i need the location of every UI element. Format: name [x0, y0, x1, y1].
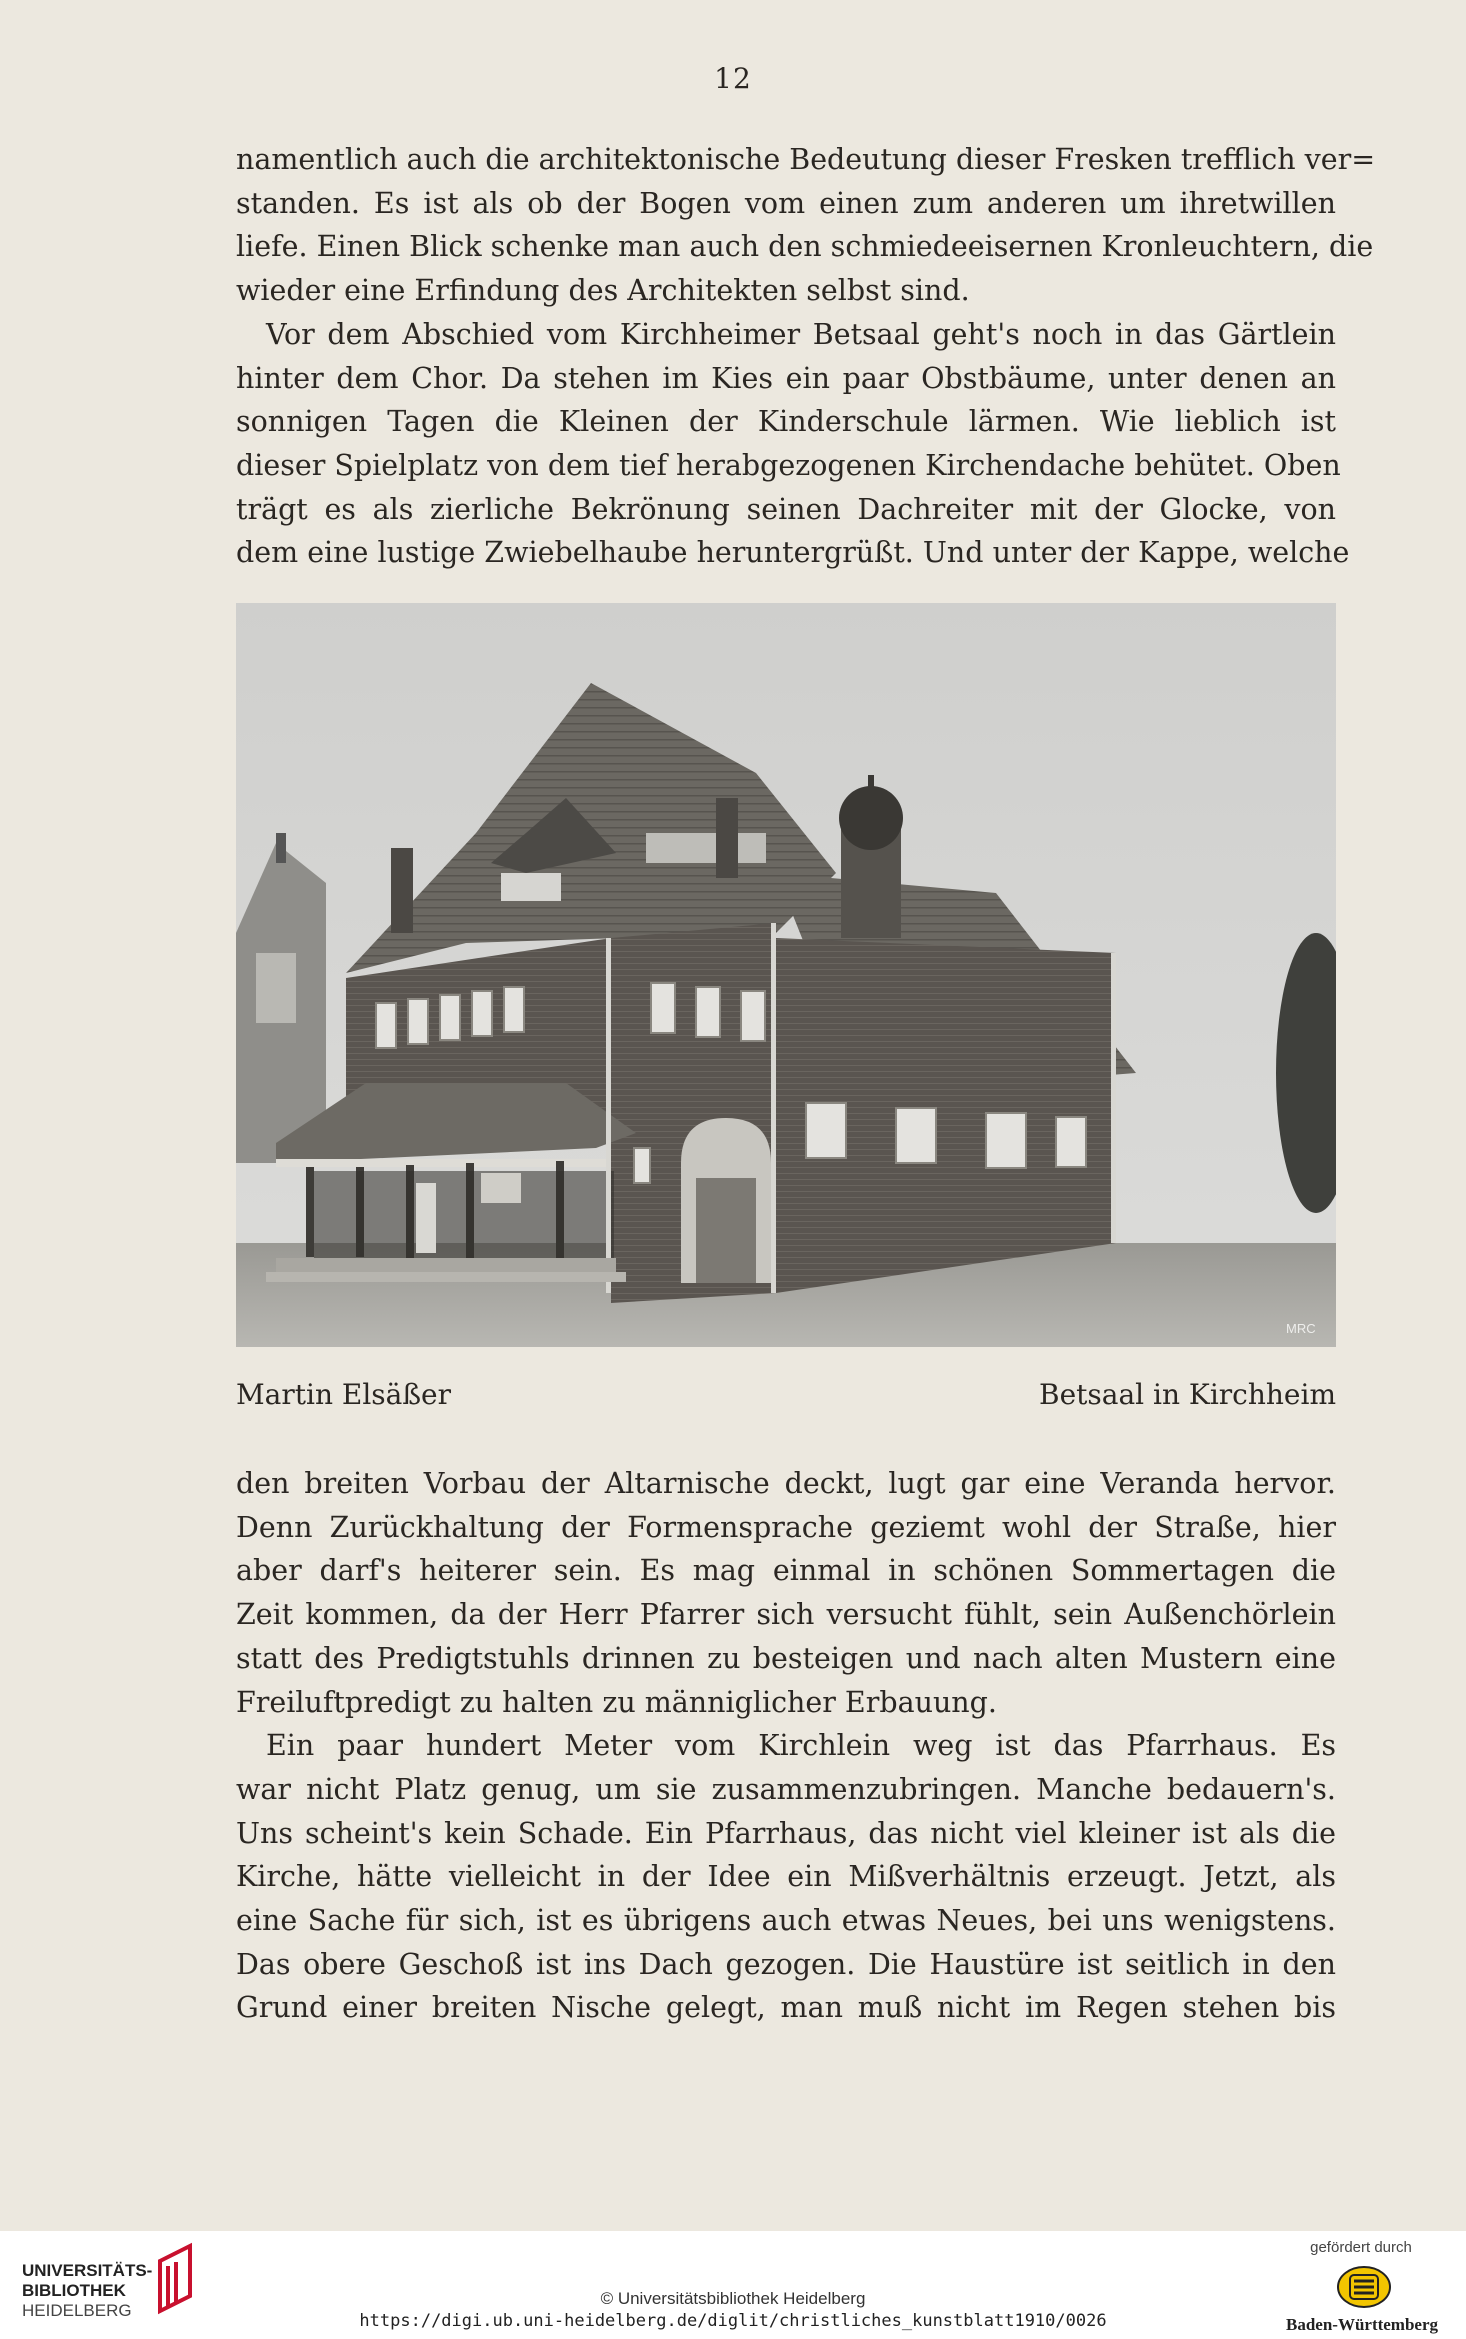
caption-artist: Martin Elsäßer — [236, 1378, 452, 1411]
text-line: wieder eine Erfindung des Architekten selbst sind. — [236, 274, 970, 308]
sponsor-label: gefördert durch — [1310, 2239, 1412, 2256]
body-text-bottom — [236, 1462, 1336, 2030]
library-mark-icon — [150, 2241, 206, 2321]
text-line: Ein paar hundert Meter vom Kirchlein weg ist das Pfarrhaus. Es — [266, 1729, 1336, 1763]
text-line: Das obere Geschoß ist ins Dach gezogen. Die Haustüre ist seitlich in den — [236, 1947, 1336, 1981]
text-line: Vor dem Abschied vom Kirchheimer Betsaal geht's noch in das Gärtlein — [266, 317, 1336, 351]
library-name-line2: BIBLIOTHEK — [22, 2281, 126, 2300]
text-line: liefe. Einen Blick schenke man auch den schmiedeeisernen Kronleuchtern, die — [236, 230, 1374, 264]
sponsor-name: Baden-Württemberg — [1285, 2315, 1439, 2334]
text-line: Uns scheint's kein Schade. Ein Pfarrhaus, das nicht viel kleiner ist als die — [236, 1816, 1336, 1850]
page-number: 12 — [714, 62, 752, 95]
text-line: statt des Predigtstuhls drinnen zu besteigen und nach alten Mustern eine — [236, 1641, 1336, 1675]
library-name-line1: UNIVERSITÄTS- — [22, 2261, 153, 2280]
photo-betsaal-kirchheim — [236, 603, 1336, 1347]
text-line: hinter dem Chor. Da stehen im Kies ein paar Obstbäume, unter denen an — [236, 361, 1336, 395]
text-line: namentlich auch die architektonische Bedeutung dieser Fresken trefflich ver= — [236, 143, 1376, 176]
library-name-line3: HEIDELBERG — [22, 2301, 132, 2320]
text-line: trägt es als zierliche Bekrönung seinen Dachreiter mit der Glocke, von — [236, 492, 1336, 526]
text-line: den breiten Vorbau der Altarnische deckt, lugt gar eine Veranda hervor. — [236, 1467, 1336, 1500]
permalink-url[interactable]: https://digi.ub.uni-heidelberg.de/diglit/christliches_kunstblatt1910/0026 — [359, 2311, 1107, 2331]
copyright-notice: © Universitätsbibliothek Heidelberg — [600, 2289, 866, 2308]
caption-title: Betsaal in Kirchheim — [1039, 1378, 1336, 1411]
text-line: Denn Zurückhaltung der Formensprache geziemt wohl der Straße, hier — [236, 1510, 1336, 1544]
text-line: standen. Es ist als ob der Bogen vom einen zum anderen um ihretwillen — [236, 186, 1336, 220]
text-line: aber darf's heiterer sein. Es mag einmal in schönen Sommertagen die — [236, 1554, 1336, 1588]
body-text-top — [236, 138, 1376, 575]
text-line: Zeit kommen, da der Herr Pfarrer sich versucht fühlt, sein Außenchörlein — [236, 1598, 1336, 1632]
digitization-footer — [0, 2231, 1466, 2339]
text-line: Kirche, hätte vielleicht in der Idee ein Mißverhältnis erzeugt. Jetzt, als — [236, 1860, 1336, 1894]
text-line: dieser Spielplatz von dem tief herabgezogenen Kirchendache behütet. Oben — [236, 448, 1341, 482]
text-line: war nicht Platz genug, um sie zusammenzubringen. Manche bedauern's. — [236, 1772, 1336, 1806]
photo-monogram: MRC — [1286, 1321, 1316, 1336]
text-line: Grund einer breiten Nische gelegt, man muß nicht im Regen stehen bis — [236, 1991, 1336, 2025]
text-line: dem eine lustige Zwiebelhaube heruntergrüßt. Und unter der Kappe, welche — [236, 536, 1350, 570]
text-line: eine Sache für sich, ist es übrigens auch etwas Neues, bei uns wenigstens. — [236, 1904, 1336, 1938]
state-coat-of-arms-icon — [1334, 2263, 1394, 2311]
text-line: Freiluftpredigt zu halten zu männiglicher Erbauung. — [236, 1685, 997, 1719]
text-line: sonnigen Tagen die Kleinen der Kinderschule lärmen. Wie lieblich ist — [236, 405, 1336, 439]
